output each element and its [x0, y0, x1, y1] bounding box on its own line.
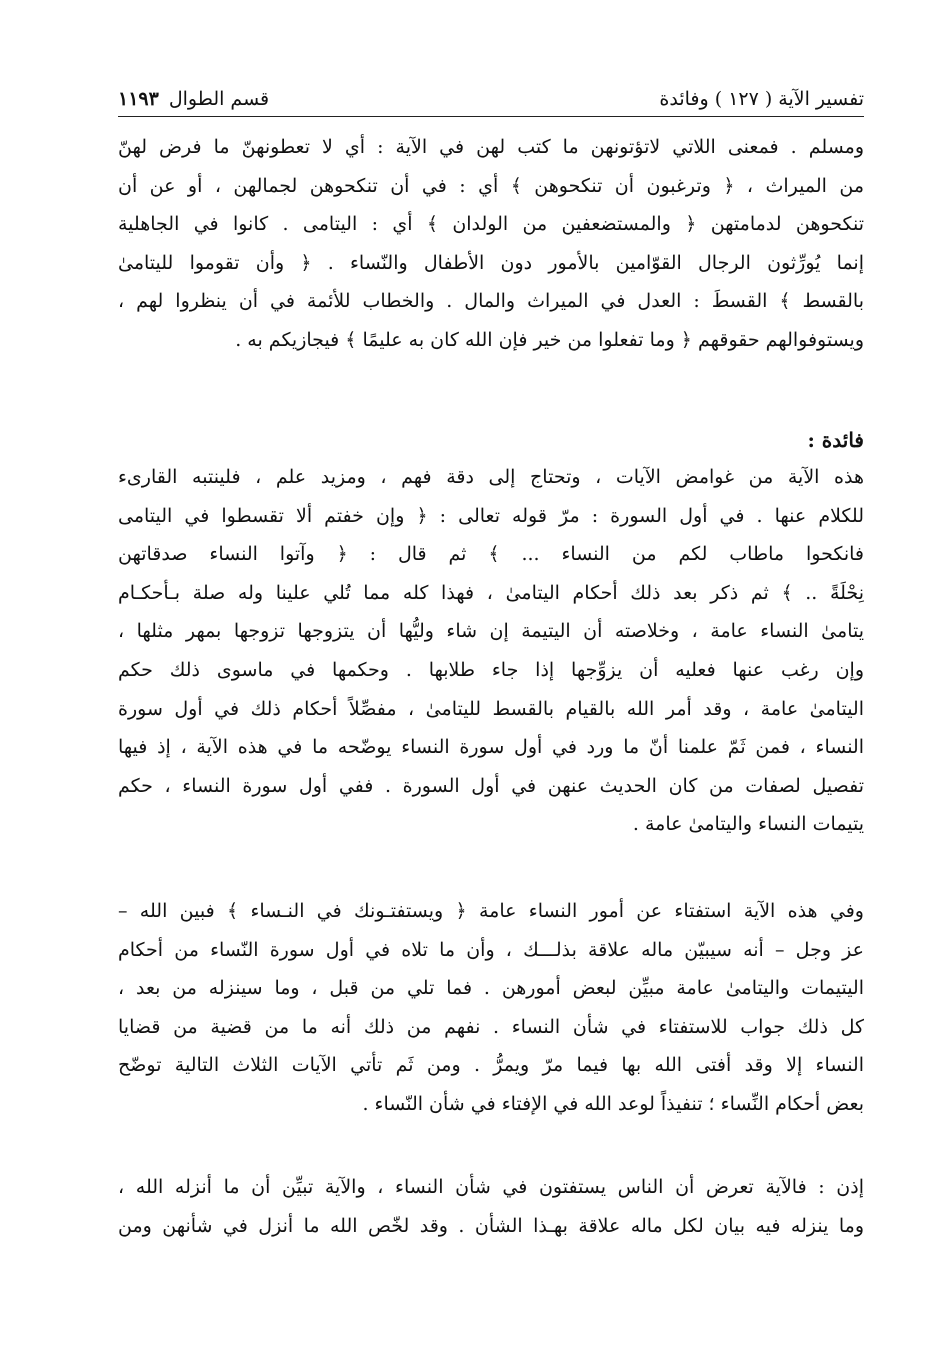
text-line: تفصيل لصفات من كان الحديث عنهن في أول السورة . ففي أول سورة النساء ، حكم: [118, 774, 864, 797]
text-line: هذه الآية من غوامض الآيات ، وتحتاج إلى دقة فهم ، ومزيد علم ، فلينتبه القارىء: [118, 466, 864, 488]
paragraph-3: [118, 892, 864, 1124]
text-line: نِحْلَةً .. ﴾ ثم ذكر بعد ذلك أحكام اليتامىٰ ، فهذا كله مما تُلي علينا وله صلة بـأحكـام: [118, 581, 864, 604]
text-line: كل ذلك جواب للاستفتاء في شأن النساء . نفهم من ذلك أنه ما من قضية من قضايا: [118, 1015, 864, 1038]
paragraph-2: [118, 458, 864, 844]
text-line: فانكحوا ماطاب لكم من النساء ... ﴾ ثم قال : ﴿ وآتوا النساء صدقاتهن: [118, 543, 864, 566]
text-line: النساء ، فمن ثَمّ علمنا أنّ ما ورد في أول سورة النساء يوضّحه ما في هذه الآية ، إذ فيها: [118, 736, 864, 759]
text-line: وما ينزله فيه بيان لكل ماله علاقة بهـذا الشأن . وقد لخّص الله ما أنزل في شأنهن ومن: [118, 1214, 864, 1237]
text-line: وفي هذه الآية استفتاء عن أمور النساء عامة ﴿ ويستفتـونك في النـساء ﴾ فبين الله –: [118, 900, 864, 922]
text-line: يتامىٰ النساء عامة ، وخلاصته أن اليتيمة إن شاء وليُّها أن يتزوجها تزوجها بمهر مثلها ،: [118, 620, 864, 643]
text-line: بعض أحكام النِّساء ؛ تنفيذاً لوعد الله في الإفتاء في شأن النّساء .: [362, 1092, 864, 1115]
book-page: [118, 58, 864, 1328]
text-line: يتيمات النساء واليتامىٰ عامة .: [632, 813, 864, 836]
text-line: تنكحوهن لدمامتهن ﴿ والمستضعفين من الولدان ﴾ أي : اليتامى . كانوا في الجاهلية: [118, 213, 864, 236]
text-line: عز وجل – أنه سيبيّن ماله علاقة بذلـــك ، وأن ما تلاه في أول سورة النّساء من أحكام: [118, 938, 864, 961]
text-line: بالقسط ﴾ القسطَ : العدل في الميراث والمال . والخطاب للأئمة في أن ينظروا لهم ،: [118, 290, 864, 313]
paragraph-1: [118, 128, 864, 360]
text-line: للكلام عنها . في أول السورة : مرّ قوله تعالى : ﴿ وإن خفتم ألا تقسطوا في اليتامى: [118, 504, 864, 527]
text-line: من الميراث ، ﴿ وترغبون أن تنكحوهن ﴾ أي : في أن تنكحوهن لجمالهن ، أو عن أن: [118, 174, 864, 197]
text-line: وإن رغب عنها فعليه أن يزوِّجها إذا جاء طلابها . وحكمها في ماسوى ذلك حكم: [118, 658, 864, 681]
text-line: النساء إلا وقد أفتى الله بها فيما مرّ ويمرُّ . ومن ثَم تأتي الآيات الثلاث التالية توضّح: [118, 1054, 864, 1077]
header-left: [118, 88, 269, 110]
section-title: فائدة :: [807, 428, 864, 452]
page-number: ١١٩٣: [118, 88, 159, 110]
running-header: [118, 66, 864, 117]
text-line: اليتيمات واليتامىٰ عامة مبيِّن لبعض أمورهن . فما تلي من قبل ، وما سينزله من بعد ،: [118, 977, 864, 1000]
text-line: ويستوفوالهم حقوقهم ﴿ وما تفعلوا من خير فإن الله كان به عليمًا ﴾ فيجازيكم به .: [235, 328, 864, 351]
header-section: قسم الطوال: [168, 88, 270, 110]
text-line: اليتامىٰ عامة ، وقد أمر الله بالقيام بالقسط لليتامىٰ ، مفصِّلاً أحكام ذلك في أول سورة: [118, 697, 864, 720]
text-line: ومسلم . فمعنى اللاتي لاتؤتونهن ما كتب لهن في الآية : أي لا تعطونهنّ ما فرض لهنّ: [118, 136, 864, 158]
text-line: إنما يُورِّثون الرجال القوّامين بالأمور دون الأطفال والنّساء . ﴿ وأن تقوموا لليتامىٰ: [118, 251, 864, 274]
paragraph-4: [118, 1168, 864, 1245]
header-title: تفسير الآية ( ١٢٧ ) وفائدة: [659, 88, 864, 110]
text-line: إذن : فالآية تعرض أن الناس يستفتون في شأن النساء ، والآية تبيِّن أن ما أنزله الله ،: [118, 1176, 864, 1198]
